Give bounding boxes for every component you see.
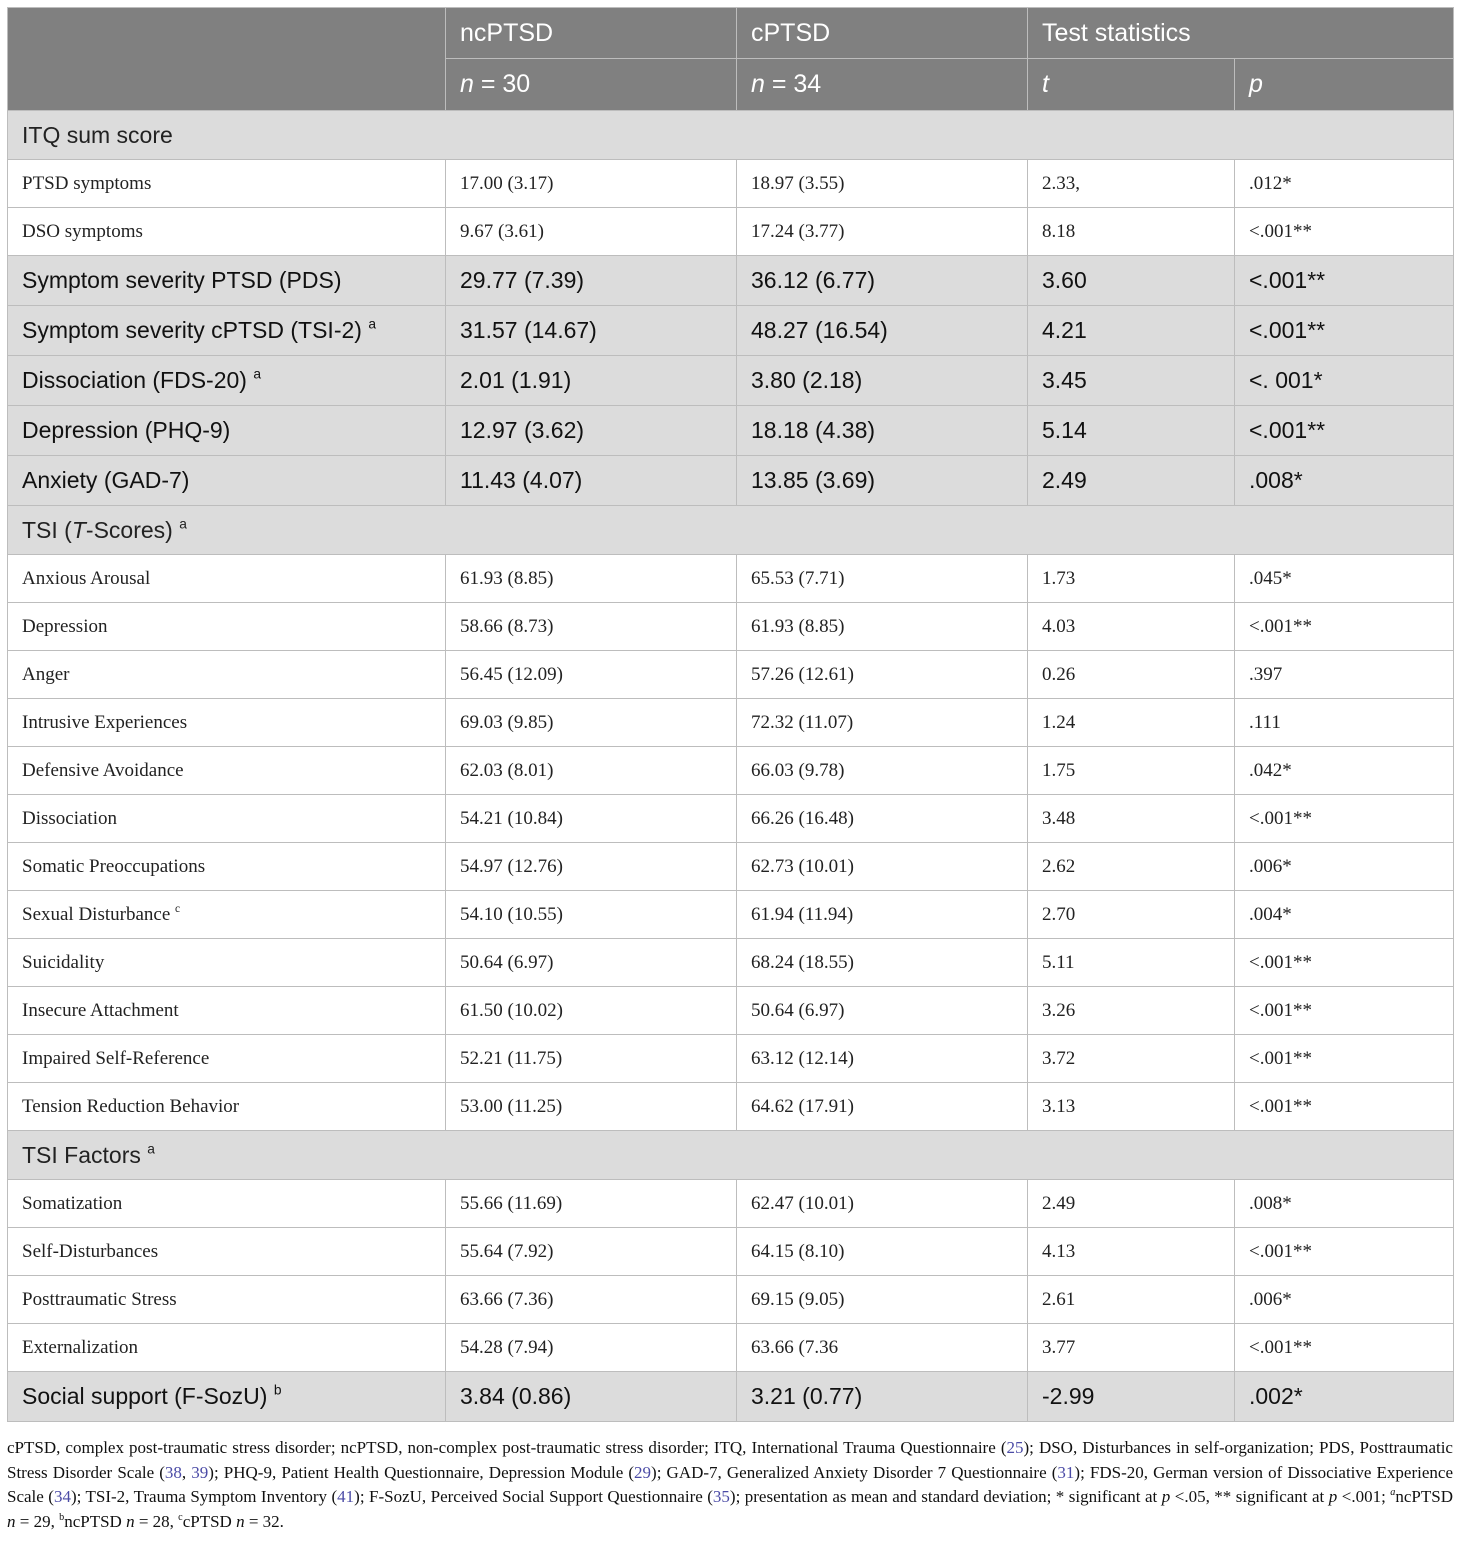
footnote-p-symbol: p [1328, 1487, 1338, 1506]
row-label [8, 1083, 446, 1131]
label-italic-text: T [71, 516, 86, 543]
footnote-marker: c [175, 902, 181, 915]
cell-p: .006* [1235, 1276, 1454, 1324]
label-text: Symptom severity PTSD (PDS) [22, 267, 342, 293]
label-text: Depression [22, 615, 108, 637]
cell-cptsd: 18.97 (3.55) [737, 160, 1028, 208]
cell-ncptsd: 54.10 (10.55) [446, 891, 737, 939]
cell-p: <.001** [1235, 406, 1454, 456]
header-t: t [1028, 59, 1235, 111]
table-row [8, 987, 1454, 1035]
header-cptsd: cPTSD [737, 8, 1028, 59]
label-text: Dissociation (FDS-20) [22, 367, 247, 393]
cell-t: 1.75 [1028, 747, 1235, 795]
cell-cptsd: 62.73 (10.01) [737, 843, 1028, 891]
cell-p: <.001** [1235, 987, 1454, 1035]
cell-ncptsd: 58.66 (8.73) [446, 603, 737, 651]
cell-ncptsd: 17.00 (3.17) [446, 160, 737, 208]
cell-p: .004* [1235, 891, 1454, 939]
citation-link[interactable]: 34 [53, 1487, 71, 1506]
cell-t: 2.49 [1028, 1180, 1235, 1228]
cell-p: <.001** [1235, 603, 1454, 651]
label-text: Social support (F-SozU) [22, 1383, 268, 1409]
cell-t: 3.13 [1028, 1083, 1235, 1131]
cell-cptsd: 3.80 (2.18) [737, 356, 1028, 406]
table-row [8, 747, 1454, 795]
table-row [8, 699, 1454, 747]
table-row [8, 651, 1454, 699]
cell-p: <.001** [1235, 1035, 1454, 1083]
cell-p: .045* [1235, 555, 1454, 603]
cell-t: 1.24 [1028, 699, 1235, 747]
cell-t: 1.73 [1028, 555, 1235, 603]
cell-t: 3.60 [1028, 256, 1235, 306]
footnote-text: ); PHQ-9, Patient Health Questionnaire, Depression Module ( [208, 1462, 635, 1482]
row-label [8, 1276, 446, 1324]
header-row-groups [8, 8, 1454, 59]
section-row [8, 506, 1454, 555]
table-row [8, 1035, 1454, 1083]
footnote-marker: b [59, 1511, 65, 1523]
footnote-text: = 32. [244, 1511, 284, 1531]
results-table [7, 7, 1454, 1422]
table-row [8, 795, 1454, 843]
cell-t: 4.21 [1028, 306, 1235, 356]
label-text: Anxious Arousal [22, 567, 151, 589]
table-row [8, 1180, 1454, 1228]
cell-p: <. 001* [1235, 356, 1454, 406]
cell-cptsd: 57.26 (12.61) [737, 651, 1028, 699]
cell-t: 2.62 [1028, 843, 1235, 891]
label-text: Posttraumatic Stress [22, 1288, 177, 1310]
table-row [8, 456, 1454, 506]
footnote-p-symbol: p [1161, 1487, 1171, 1506]
row-label [8, 256, 446, 306]
row-label [8, 651, 446, 699]
cell-t: 3.77 [1028, 1324, 1235, 1372]
cell-p: .111 [1235, 699, 1454, 747]
row-label [8, 456, 446, 506]
citation-link[interactable]: 35 [712, 1487, 730, 1506]
cell-t: 0.26 [1028, 651, 1235, 699]
citation-link[interactable]: 41 [337, 1487, 355, 1506]
label-text: Suicidality [22, 951, 105, 973]
footnote-text: <.001; [1337, 1487, 1391, 1506]
n-value: = 34 [764, 70, 822, 98]
footnote-marker: c [178, 1511, 183, 1523]
cell-cptsd: 68.24 (18.55) [737, 939, 1028, 987]
cell-cptsd: 66.26 (16.48) [737, 795, 1028, 843]
label-text: Intrusive Experiences [22, 711, 188, 733]
footnote-text: ); TSI-2, Trauma Symptom Inventory ( [70, 1487, 338, 1506]
table-row [8, 160, 1454, 208]
table-row [8, 1372, 1454, 1422]
n-symbol: n [751, 70, 765, 98]
cell-t: 3.48 [1028, 795, 1235, 843]
cell-p: <.001** [1235, 795, 1454, 843]
cell-cptsd: 50.64 (6.97) [737, 987, 1028, 1035]
cell-cptsd: 64.62 (17.91) [737, 1083, 1028, 1131]
row-label [8, 1228, 446, 1276]
footnote-n-symbol: n [236, 1511, 245, 1531]
cell-ncptsd: 54.21 (10.84) [446, 795, 737, 843]
row-label [8, 1035, 446, 1083]
table-row [8, 939, 1454, 987]
footnote-text: ); GAD-7, Generalized Anxiety Disorder 7 Questionnaire ( [651, 1462, 1058, 1482]
cell-t: 2.70 [1028, 891, 1235, 939]
header-n-ncptsd [446, 59, 737, 111]
cell-cptsd: 65.53 (7.71) [737, 555, 1028, 603]
footnote-marker: a [368, 316, 377, 332]
cell-p: .042* [1235, 747, 1454, 795]
row-label [8, 306, 446, 356]
cell-cptsd: 36.12 (6.77) [737, 256, 1028, 306]
footnote-text: ); FDS-20, German version of Dissociative Experience Scale ( [7, 1462, 1454, 1506]
footnote-text: ncPTSD [64, 1511, 127, 1531]
label-text: TSI Factors [22, 1141, 141, 1168]
cell-t: 4.13 [1028, 1228, 1235, 1276]
footnote-marker: b [273, 1382, 282, 1398]
row-label [8, 1372, 446, 1422]
header-n-cptsd [737, 59, 1028, 111]
cell-cptsd: 69.15 (9.05) [737, 1276, 1028, 1324]
cell-t: 8.18 [1028, 208, 1235, 256]
row-label [8, 699, 446, 747]
cell-ncptsd: 9.67 (3.61) [446, 208, 737, 256]
label-text: ITQ sum score [22, 121, 173, 148]
row-label [8, 603, 446, 651]
table-row [8, 208, 1454, 256]
cell-cptsd: 62.47 (10.01) [737, 1180, 1028, 1228]
table-row [8, 1083, 1454, 1131]
n-value: = 30 [473, 70, 531, 98]
cell-p: .008* [1235, 1180, 1454, 1228]
label-text: Tension Reduction Behavior [22, 1095, 240, 1117]
row-label [8, 939, 446, 987]
cell-t: 4.03 [1028, 603, 1235, 651]
table-row [8, 1324, 1454, 1372]
cell-t: 2.49 [1028, 456, 1235, 506]
row-label [8, 1180, 446, 1228]
label-text: Impaired Self-Reference [22, 1047, 210, 1069]
footnote-marker: a [179, 515, 187, 531]
footnote-text: cPTSD [182, 1511, 237, 1531]
citation-link[interactable]: 38 [164, 1462, 182, 1482]
row-label [8, 160, 446, 208]
label-text: Anxiety (GAD-7) [22, 467, 190, 493]
section-label [8, 506, 1454, 555]
cell-cptsd: 66.03 (9.78) [737, 747, 1028, 795]
n-symbol: n [460, 70, 474, 98]
cell-t: 3.72 [1028, 1035, 1235, 1083]
citation-link[interactable]: 31 [1057, 1462, 1075, 1482]
table-row [8, 1276, 1454, 1324]
label-text: Insecure Attachment [22, 999, 179, 1021]
label-text: PTSD symptoms [22, 172, 152, 194]
table-row [8, 1228, 1454, 1276]
cell-ncptsd: 11.43 (4.07) [446, 456, 737, 506]
label-text: Self-Disturbances [22, 1240, 159, 1262]
cell-ncptsd: 31.57 (14.67) [446, 306, 737, 356]
label-text: Dissociation [22, 807, 117, 829]
cell-ncptsd: 50.64 (6.97) [446, 939, 737, 987]
cell-ncptsd: 55.64 (7.92) [446, 1228, 737, 1276]
cell-p: <.001** [1235, 939, 1454, 987]
section-label [8, 1131, 1454, 1180]
footnote-marker: a [253, 366, 262, 382]
cell-t: 3.26 [1028, 987, 1235, 1035]
cell-t: 2.61 [1028, 1276, 1235, 1324]
label-text: Somatic Preoccupations [22, 855, 206, 877]
cell-ncptsd: 53.00 (11.25) [446, 1083, 737, 1131]
cell-ncptsd: 63.66 (7.36) [446, 1276, 737, 1324]
cell-ncptsd: 54.28 (7.94) [446, 1324, 737, 1372]
cell-ncptsd: 62.03 (8.01) [446, 747, 737, 795]
label-text: DSO symptoms [22, 220, 143, 242]
section-row [8, 111, 1454, 160]
label-text: Anger [22, 663, 70, 685]
cell-ncptsd: 12.97 (3.62) [446, 406, 737, 456]
cell-cptsd: 13.85 (3.69) [737, 456, 1028, 506]
cell-ncptsd: 3.84 (0.86) [446, 1372, 737, 1422]
footnote-text: ); presentation as mean and standard deviation; * significant at [729, 1487, 1162, 1506]
label-text: Symptom severity cPTSD (TSI-2) [22, 317, 362, 343]
cell-p: .012* [1235, 160, 1454, 208]
cell-cptsd: 64.15 (8.10) [737, 1228, 1028, 1276]
row-label [8, 1324, 446, 1372]
cell-p: <.001** [1235, 1228, 1454, 1276]
cell-ncptsd: 54.97 (12.76) [446, 843, 737, 891]
cell-cptsd: 18.18 (4.38) [737, 406, 1028, 456]
cell-p: <.001** [1235, 256, 1454, 306]
cell-cptsd: 61.94 (11.94) [737, 891, 1028, 939]
cell-t: 3.45 [1028, 356, 1235, 406]
label-text: Sexual Disturbance [22, 903, 171, 925]
label-text: TSI ( [22, 516, 72, 543]
cell-ncptsd: 29.77 (7.39) [446, 256, 737, 306]
cell-ncptsd: 61.93 (8.85) [446, 555, 737, 603]
citation-link[interactable]: 39 [191, 1462, 209, 1482]
table-row [8, 306, 1454, 356]
footnote-text: = 28, [134, 1511, 179, 1531]
header-test-statistics: Test statistics [1028, 8, 1454, 59]
label-text: Somatization [22, 1192, 123, 1214]
footnote-text: cPTSD, complex post-traumatic stress disorder; ncPTSD, non-complex post-traumatic stress disorder; ITQ, International Trauma Questionnaire ( [7, 1438, 1007, 1457]
cell-p: <.001** [1235, 1083, 1454, 1131]
cell-ncptsd: 52.21 (11.75) [446, 1035, 737, 1083]
label-text: Externalization [22, 1336, 139, 1358]
footnote-n-symbol: n [126, 1511, 135, 1531]
label-text: Defensive Avoidance [22, 759, 184, 781]
header-p: p [1235, 59, 1454, 111]
cell-t: -2.99 [1028, 1372, 1235, 1422]
cell-cptsd: 3.21 (0.77) [737, 1372, 1028, 1422]
cell-p: .006* [1235, 843, 1454, 891]
row-label [8, 555, 446, 603]
cell-p: .397 [1235, 651, 1454, 699]
section-label [8, 111, 1454, 160]
footnote-text: ); DSO, Disturbances in self-organization; PDS, Posttraumatic Stress Disorder Scale ( [7, 1438, 1453, 1482]
footnote-marker: a [147, 1140, 155, 1156]
footnote-n-symbol: n [7, 1511, 16, 1531]
table-row [8, 406, 1454, 456]
row-label [8, 208, 446, 256]
cell-p: <.001** [1235, 1324, 1454, 1372]
label-text: -Scores) [85, 516, 173, 543]
footnote-text: ncPTSD [1395, 1487, 1453, 1506]
header-blank-cell [8, 8, 446, 111]
cell-ncptsd: 61.50 (10.02) [446, 987, 737, 1035]
table-row [8, 555, 1454, 603]
cell-cptsd: 63.12 (12.14) [737, 1035, 1028, 1083]
label-text: Depression (PHQ-9) [22, 417, 231, 443]
header-ncptsd: ncPTSD [446, 8, 737, 59]
cell-cptsd: 63.66 (7.36 [737, 1324, 1028, 1372]
citation-link[interactable]: 25 [1006, 1438, 1024, 1457]
cell-p: <.001** [1235, 208, 1454, 256]
footnote-text: <.05, ** significant at [1170, 1487, 1329, 1506]
cell-t: 5.14 [1028, 406, 1235, 456]
table-row [8, 891, 1454, 939]
section-row [8, 1131, 1454, 1180]
table-row [8, 603, 1454, 651]
footnote-text: = 29, [15, 1511, 60, 1531]
cell-cptsd: 61.93 (8.85) [737, 603, 1028, 651]
row-label [8, 987, 446, 1035]
table-footnote [7, 1436, 1453, 1534]
cell-cptsd: 72.32 (11.07) [737, 699, 1028, 747]
table-row [8, 356, 1454, 406]
cell-ncptsd: 56.45 (12.09) [446, 651, 737, 699]
footnote-marker: a [1390, 1486, 1396, 1498]
cell-p: .002* [1235, 1372, 1454, 1422]
footnote-text: ); F-SozU, Perceived Social Support Questionnaire ( [354, 1487, 713, 1506]
cell-cptsd: 48.27 (16.54) [737, 306, 1028, 356]
table-row [8, 256, 1454, 306]
cell-p: .008* [1235, 456, 1454, 506]
cell-ncptsd: 69.03 (9.85) [446, 699, 737, 747]
cell-cptsd: 17.24 (3.77) [737, 208, 1028, 256]
cell-ncptsd: 55.66 (11.69) [446, 1180, 737, 1228]
row-label [8, 891, 446, 939]
cell-p: <.001** [1235, 306, 1454, 356]
citation-link[interactable]: 29 [634, 1462, 652, 1482]
cell-ncptsd: 2.01 (1.91) [446, 356, 737, 406]
footnote-text: , [181, 1462, 192, 1482]
cell-t: 5.11 [1028, 939, 1235, 987]
table-row [8, 843, 1454, 891]
row-label [8, 747, 446, 795]
cell-t: 2.33, [1028, 160, 1235, 208]
row-label [8, 795, 446, 843]
row-label [8, 356, 446, 406]
row-label [8, 843, 446, 891]
row-label [8, 406, 446, 456]
